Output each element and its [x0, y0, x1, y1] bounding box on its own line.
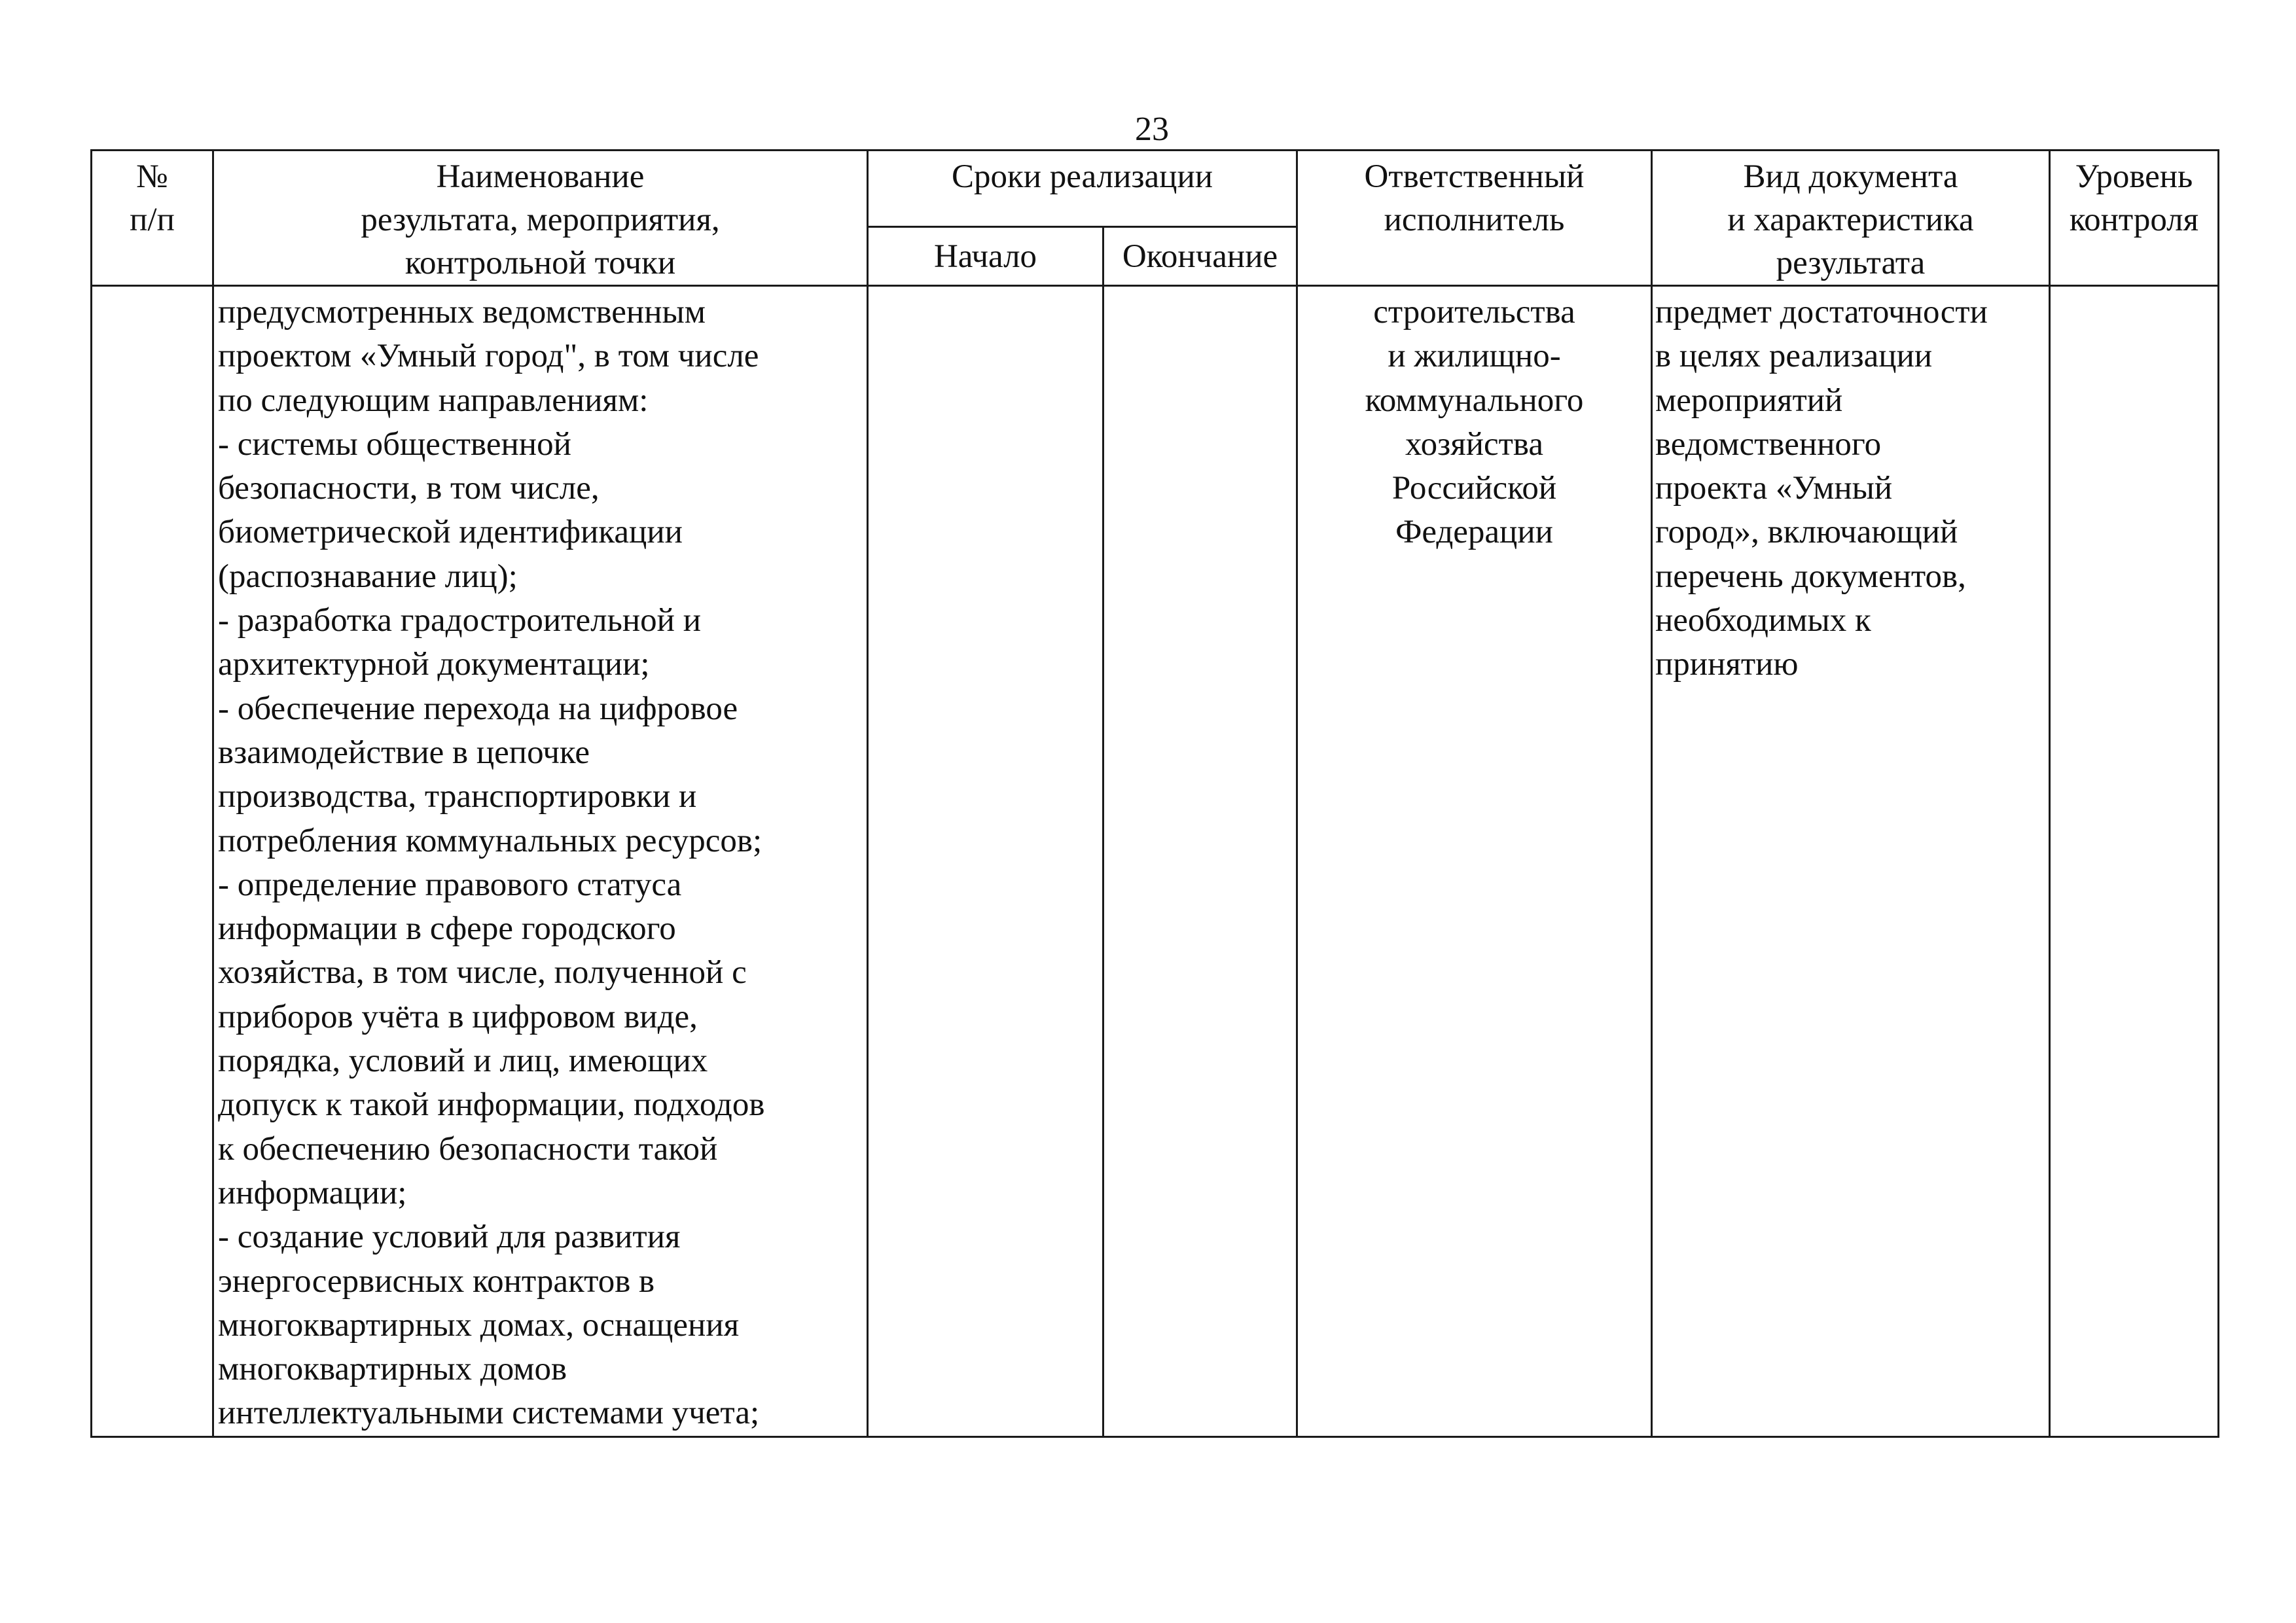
cell-start [868, 286, 1103, 1437]
cell-executor: строительства и жилищно- коммунального хозяйства Российской Федерации [1297, 286, 1652, 1437]
cell-name: предусмотренных ведомственным проектом «Умный город", в том числе по следующим направлениям: - системы общественной безопасности, в том числе, биометрической идентификации (распознавание лиц); - разработка градостроительной и архитектурной документации; - обеспечение перехода на цифровое взаимодействие в цепочке производства, транспортировки и потребления коммунальных ресурсов; - определение правового статуса информации в сфере городского хозяйства, в том числе, полученной с приборов учёта в цифровом виде, порядка, условий и лиц, имеющих допуск к такой информации, подходов к обеспечению безопасности такой информации; - создание условий для развития энергосервисных контрактов в многоквартирных домах, оснащения многоквартирных домов интеллектуальными системами учета; [213, 286, 868, 1437]
page-number: 23 [1135, 111, 1169, 148]
header-end: Окончание [1103, 227, 1297, 286]
header-name: Наименование результата, мероприятия, контрольной точки [213, 151, 868, 286]
table-header [92, 151, 2219, 286]
header-start: Начало [868, 227, 1103, 286]
header-terms: Сроки реализации [868, 151, 1297, 227]
cell-number [92, 286, 213, 1437]
header-executor: Ответственный исполнитель [1297, 151, 1652, 286]
header-number: № п/п [92, 151, 213, 286]
header-document: Вид документа и характеристика результата [1652, 151, 2050, 286]
plan-table [90, 149, 2219, 1438]
table-row [92, 286, 2219, 1437]
header-control-level: Уровень контроля [2050, 151, 2219, 286]
cell-document: предмет достаточности в целях реализации мероприятий ведомственного проекта «Умный город», включающий перечень документов, необходимых к принятию [1652, 286, 2050, 1437]
cell-end [1103, 286, 1297, 1437]
cell-control-level [2050, 286, 2219, 1437]
